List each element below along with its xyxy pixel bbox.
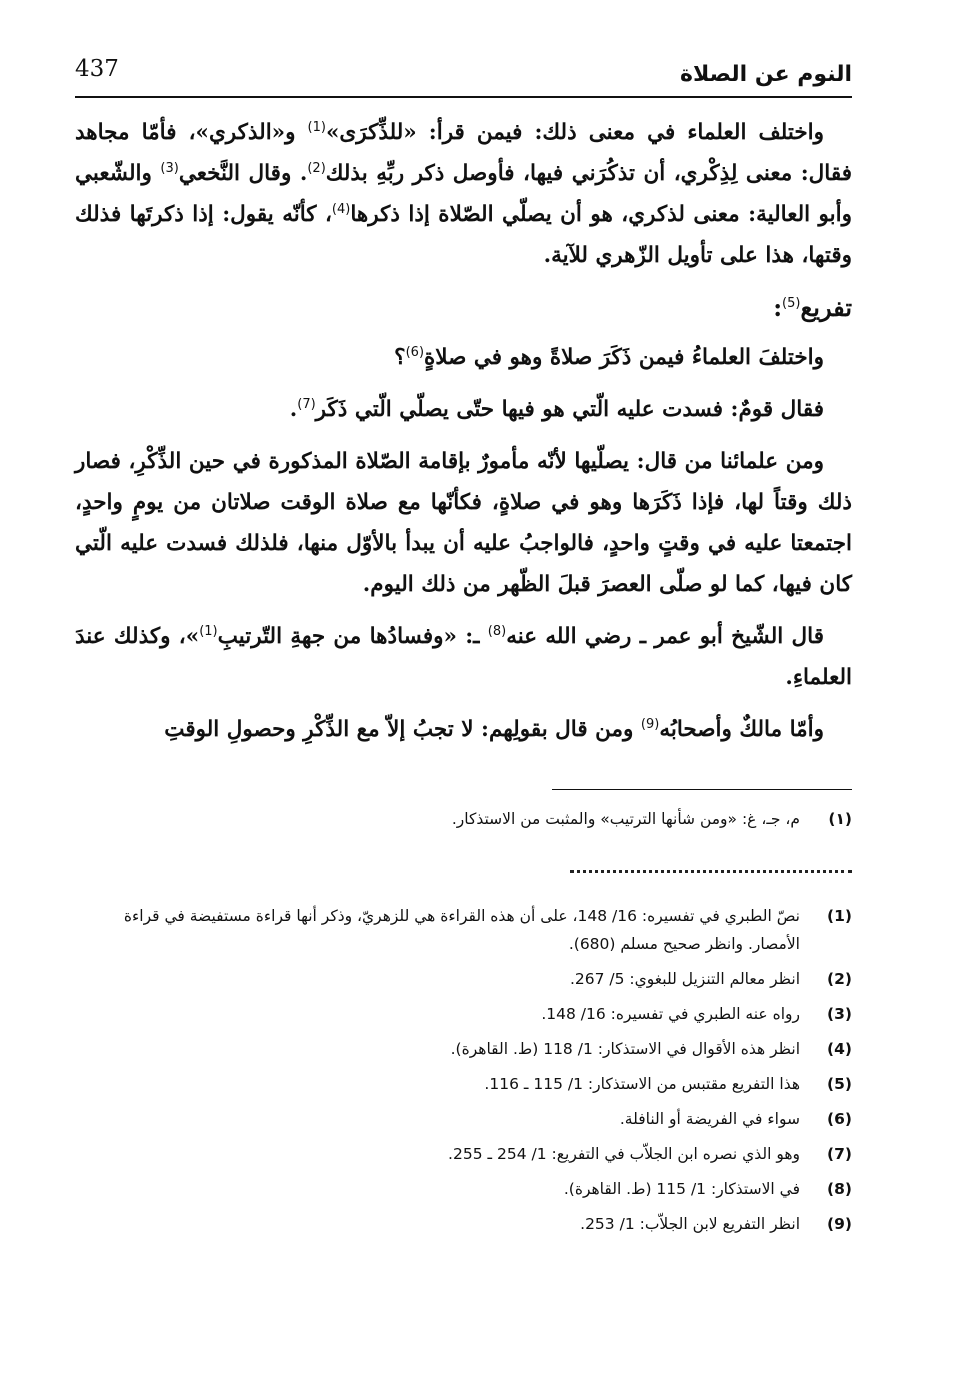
footnote-text: هذا التفريع مقتبس من الاستذكار: 1/ 115 ـ 116. [484,1075,800,1093]
note-ref: (1) [199,623,218,639]
paragraph-4: ومن علمائنا من قال: يصلّيها لأنّه مأمورٌ بإقامة الصّلاة المذكورة في حين الذِّكْرِ، فصار ذلك وقتاً لها، فإذا ذَكَرَها وهو في صلاةٍ، فكأنّها مع صلاة الوقت صلاتان من يومٍ واحدٍ، اجتمعتا عليه في وقتٍ واحدٍ، فالواجبُ عليه أن يبدأ بالأوّل منها، فلذلك فسدت عليه الّتي كان فيها، كما لو صلّى العصرَ قبلَ الظّهر من ذلك اليوم. [75,449,852,597]
footnote [75,1140,852,1168]
footnote [75,1210,852,1238]
footnote-number: (3) [827,1005,852,1023]
paragraph-1 [75,112,852,276]
note-ref: (3) [160,160,179,176]
note-ref: (5) [782,296,801,311]
footnote [75,1035,852,1063]
footnote-number: (2) [827,970,852,988]
footnote-number: (5) [827,1075,852,1093]
footnote-number: (6) [827,1110,852,1128]
footnote-text: وهو الذي نصره ابن الجلاّب في التفريع: 1/ 254 ـ 255. [448,1145,800,1163]
footnote-number: (4) [827,1040,852,1058]
dotted-separator [570,870,852,873]
paragraph-2 [75,337,852,378]
note-ref: (4) [331,201,351,217]
paragraph-6 [75,709,852,750]
page-header [75,52,852,98]
variant-note-block [75,805,852,840]
text-run: ومن قال بقولِهم: لا تجبُ إلاّ مع الذِّكْرِ وحصولِ الوقتِ [164,717,641,742]
footnote [75,1105,852,1133]
note-ref: (2) [307,160,326,176]
note-ref: (6) [405,344,425,360]
text-run: و«الذكري»، فأمّا مجاهد فقال: معنى لِذِكْري، أن تذكُرَني فيها، فأوصل ذكر ربِّهِ بذلك [75,120,852,186]
footnote-text: انظر هذه الأقوال في الاستذكار: 1/ 118 (ط. القاهرة). [450,1040,800,1058]
text-run: واختلفَ العلماءُ فيمن ذَكَرَ صلاةً وهو في صلاةٍ [424,345,824,370]
text-run: . وقال النَّخعي [178,161,308,186]
footnote-number: (8) [827,1180,852,1198]
footnote [75,1175,852,1203]
text-run: وأمّا مالكٌ وأصحابُه [659,717,824,742]
text-run: فقال قومٌ: فسدت عليه الّتي هو فيها حتّى يصلّي الّتي ذَكَر [315,397,824,422]
note-ref: (9) [640,716,660,732]
footnote-text: نصّ الطبري في تفسيره: 16/ 148، على أن هذه القراءة هي للزهريّ، وذكر أنها قراءة مستفيضة في قراءة الأمصار. وانظر صحيح مسلم (680). [123,907,800,953]
text-run: ؟ [394,345,406,370]
text-run: قال الشّيخ أبو عمر ـ رضي الله عنه [506,624,824,649]
footnote [75,902,852,958]
text-run: ، كأنّه يقول: إذا ذكرتَها فذلك وقتها، هذا على تأويل الزّهري للآية. [75,202,852,268]
text-run: واختلف العلماء في معنى ذلك: فيمن قرأ: «للذِّكرَى» [325,120,824,145]
variant-note-text: م، جـ، غ: «ومن شأنها الترتيب» والمثبت من الاستذكار. [451,810,800,828]
footnotes [75,902,852,1245]
footnote-text: انظر التفريع لابن الجلاّب: 1/ 253. [580,1215,800,1233]
footnote-text: في الاستذكار: 1/ 115 (ط. القاهرة). [563,1180,800,1198]
running-title: النوم عن الصلاة [679,62,852,87]
footnote [75,1070,852,1098]
text-run: ـ: «وفسادُها من جهةِ التّرتيبِ [217,624,488,649]
footnote [75,1000,852,1028]
footnote-separator [552,789,852,790]
page-number: 437 [75,56,119,82]
section-heading [75,287,852,329]
heading-text: تفريع [800,293,852,322]
heading-colon: : [773,293,783,322]
footnote-text: انظر معالم التنزيل للبغوي: 5/ 267. [569,970,800,988]
variant-note-number: (١) [828,810,852,828]
footnote-text: سواء في الفريضة أو النافلة. [619,1110,800,1128]
main-text [75,112,852,761]
footnote-number: (7) [827,1145,852,1163]
footnote-number: (9) [827,1215,852,1233]
footnote-text: رواه عنه الطبري في تفسيره: 16/ 148. [541,1005,800,1023]
footnote [75,965,852,993]
text-run: »، وكذلك عندَ العلماءِ. [75,624,852,690]
paragraph-5 [75,616,852,698]
text-run: والشّعبي وأبو العالية: معنى لذكري، هو أن يصلّي الصّلاة إذا ذكرها [75,161,852,227]
paragraph-3 [75,389,852,430]
footnote-number: (1) [827,907,852,925]
note-ref: (8) [487,623,507,639]
note-ref: (7) [297,396,316,412]
text-run: . [289,397,298,422]
note-ref: (1) [307,119,326,135]
variant-note [75,805,852,833]
